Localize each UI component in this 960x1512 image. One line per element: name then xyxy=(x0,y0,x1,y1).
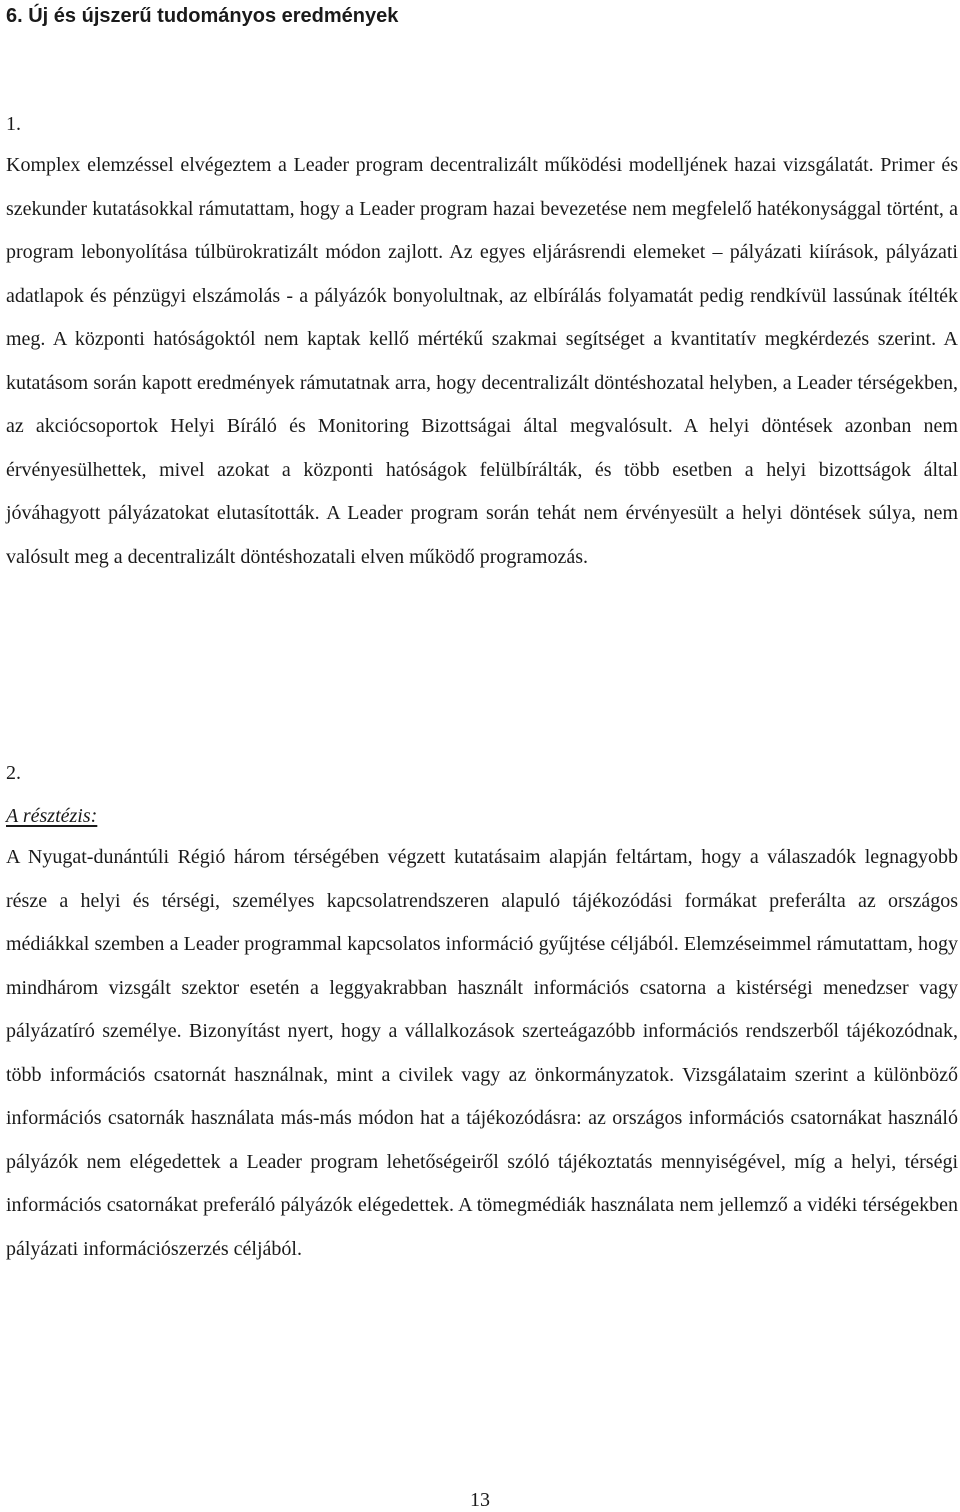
section2-number: 2. xyxy=(6,762,21,784)
page-number: 13 xyxy=(470,1489,490,1511)
section-heading: 6. Új és újszerű tudományos eredmények xyxy=(6,5,399,27)
section2-paragraph: A Nyugat-dunántúli Régió három térségében végzett kutatásaim alapján feltártam, hogy a válaszadók legnagyobb része a helyi és térségi, személyes kapcsolatrendszeren alapuló tájékozódási formákat preferálta az országos médiákkal szemben a Leader programmal kapcsolatos információ gyűjtése céljából. Elemzéseimmel rámutattam, hogy mindhárom vizsgált szektor esetén a leggyakrabban használt információs csatorna a kistérségi menedzser vagy pályázatíró személye. Bizonyítást nyert, hogy a vállalkozások szerteágazóbb információs rendszerből tájékozódnak, több információs csatornát használnak, mint a civilek vagy az önkormányzatok. Vizsgálataim szerint a különböző információs csatornák használata más-más módon hat a tájékozódásra: az országos információs csatornákat használó pályázók nem elégedettek a Leader program lehetőségeiről szóló tájékoztatás mennyiségével, míg a helyi, térségi információs csatornákat preferáló pályázók elégedettek. A tömegmédiák használata nem jellemző a vidéki térségekben pályázati információszerzés céljából. xyxy=(6,846,958,1260)
section1-number: 1. xyxy=(6,113,21,135)
section1-paragraph: Komplex elemzéssel elvégeztem a Leader program decentralizált működési modelljének hazai vizsgálatát. Primer és szekunder kutatásokkal rámutattam, hogy a Leader program hazai bevezetése nem megfelelő hatékonysággal történt, a program lebonyolítása túlbürokratizált módon zajlott. Az egyes eljárásrendi elemeket – pályázati kiírások, pályázati adatlapok és pénzügyi elszámolás - a pályázók bonyolultnak, az elbírálás folyamatát pedig rendkívül lassúnak ítélték meg. A központi hatóságoktól nem kaptak kellő mértékű szakmai segítséget a kvantitatív megkérdezés szerint. A kutatásom során kapott eredmények rámutatnak arra, hogy decentralizált döntéshozatal helyben, a Leader térségekben, az akciócsoportok Helyi Bíráló és Monitoring Bizottságai által megvalósult. A helyi döntések azonban nem érvényesülhettek, mivel azokat a központi hatóságok felülbírálták, és több esetben a helyi bizottságok által jóváhagyott pályázatokat elutasították. A Leader program során tehát nem érvényesült a helyi döntések súlya, nem valósult meg a decentralizált döntéshozatali elven működő programozás. xyxy=(6,154,958,568)
section2-subheading: A résztézis: xyxy=(6,805,98,827)
